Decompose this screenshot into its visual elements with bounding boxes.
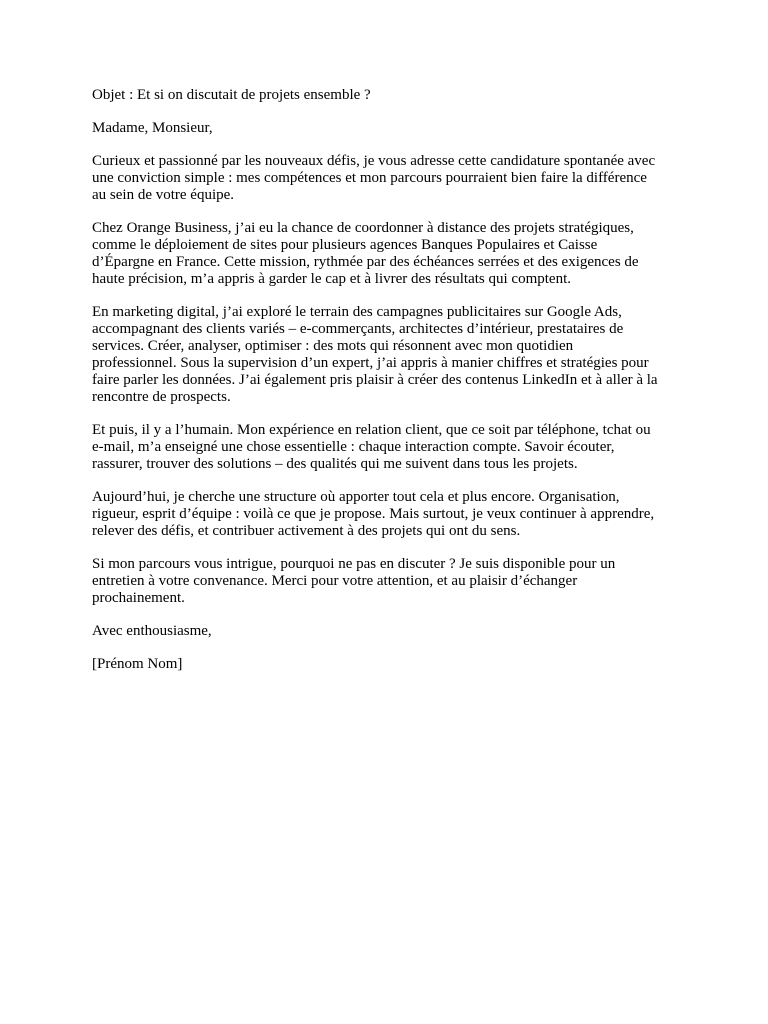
- paragraph-line: Si mon parcours vous intrigue, pourquoi ne pas en discuter ? Je suis disponible pour un: [92, 556, 616, 572]
- paragraph-conclusion: [92, 556, 692, 607]
- paragraph-marketing: [92, 304, 692, 406]
- paragraph-line: accompagnant des clients variés – e-commerçants, architectes d’intérieur, prestataires de: [92, 321, 624, 337]
- paragraph-line: relever des défis, et contribuer activement à des projets qui ont du sens.: [92, 523, 521, 539]
- subject-text: Objet : Et si on discutait de projets ensemble ?: [92, 87, 371, 103]
- paragraph-intro: [92, 153, 692, 204]
- paragraph-line: faire parler les données. J’ai également pris plaisir à créer des contenus LinkedIn et à aller à la: [92, 372, 658, 388]
- paragraph-aujourdhui: [92, 489, 692, 540]
- paragraph-line: au sein de votre équipe.: [92, 187, 235, 203]
- paragraph-line: En marketing digital, j’ai exploré le terrain des campagnes publicitaires sur Google Ads,: [92, 304, 622, 320]
- signature-text: [Prénom Nom]: [92, 656, 183, 672]
- paragraph-line: Aujourd’hui, je cherche une structure où apporter tout cela et plus encore. Organisation,: [92, 489, 620, 505]
- paragraph-line: rigueur, esprit d’équipe : voilà ce que je propose. Mais surtout, je veux continuer à apprendre,: [92, 506, 655, 522]
- closing-text: Avec enthousiasme,: [92, 623, 212, 639]
- paragraph-line: comme le déploiement de sites pour plusieurs agences Banques Populaires et Caisse: [92, 237, 598, 253]
- paragraph-line: haute précision, m’a appris à garder le cap et à livrer des résultats qui comptent.: [92, 271, 571, 287]
- salutation: [92, 120, 692, 137]
- paragraph-relation-client: [92, 422, 692, 473]
- paragraph-line: une conviction simple : mes compétences et mon parcours pourraient bien faire la différence: [92, 170, 647, 186]
- paragraph-line: services. Créer, analyser, optimiser : des mots qui résonnent avec mon quotidien: [92, 338, 574, 354]
- paragraph-line: rassurer, trouver des solutions – des qualités qui me suivent dans tous les projets.: [92, 456, 578, 472]
- paragraph-line: Curieux et passionné par les nouveaux défis, je vous adresse cette candidature spontanée avec: [92, 153, 656, 169]
- paragraph-line: Chez Orange Business, j’ai eu la chance de coordonner à distance des projets stratégiques,: [92, 220, 634, 236]
- closing: [92, 623, 692, 640]
- signature: [92, 656, 692, 673]
- paragraph-line: Et puis, il y a l’humain. Mon expérience en relation client, que ce soit par téléphone, tchat ou: [92, 422, 651, 438]
- paragraph-line: rencontre de prospects.: [92, 389, 231, 405]
- salutation-text: Madame, Monsieur,: [92, 120, 213, 136]
- subject-line: [92, 87, 692, 104]
- paragraph-line: e-mail, m’a enseigné une chose essentielle : chaque interaction compte. Savoir écouter,: [92, 439, 615, 455]
- cover-letter: [92, 87, 692, 689]
- paragraph-line: d’Épargne en France. Cette mission, rythmée par des échéances serrées et des exigences de: [92, 254, 639, 270]
- paragraph-line: entretien à votre convenance. Merci pour votre attention, et au plaisir d’échanger: [92, 573, 578, 589]
- paragraph-line: professionnel. Sous la supervision d’un expert, j’ai appris à manier chiffres et stratégies pour: [92, 355, 649, 371]
- paragraph-orange-business: [92, 220, 692, 288]
- paragraph-line: prochainement.: [92, 590, 185, 606]
